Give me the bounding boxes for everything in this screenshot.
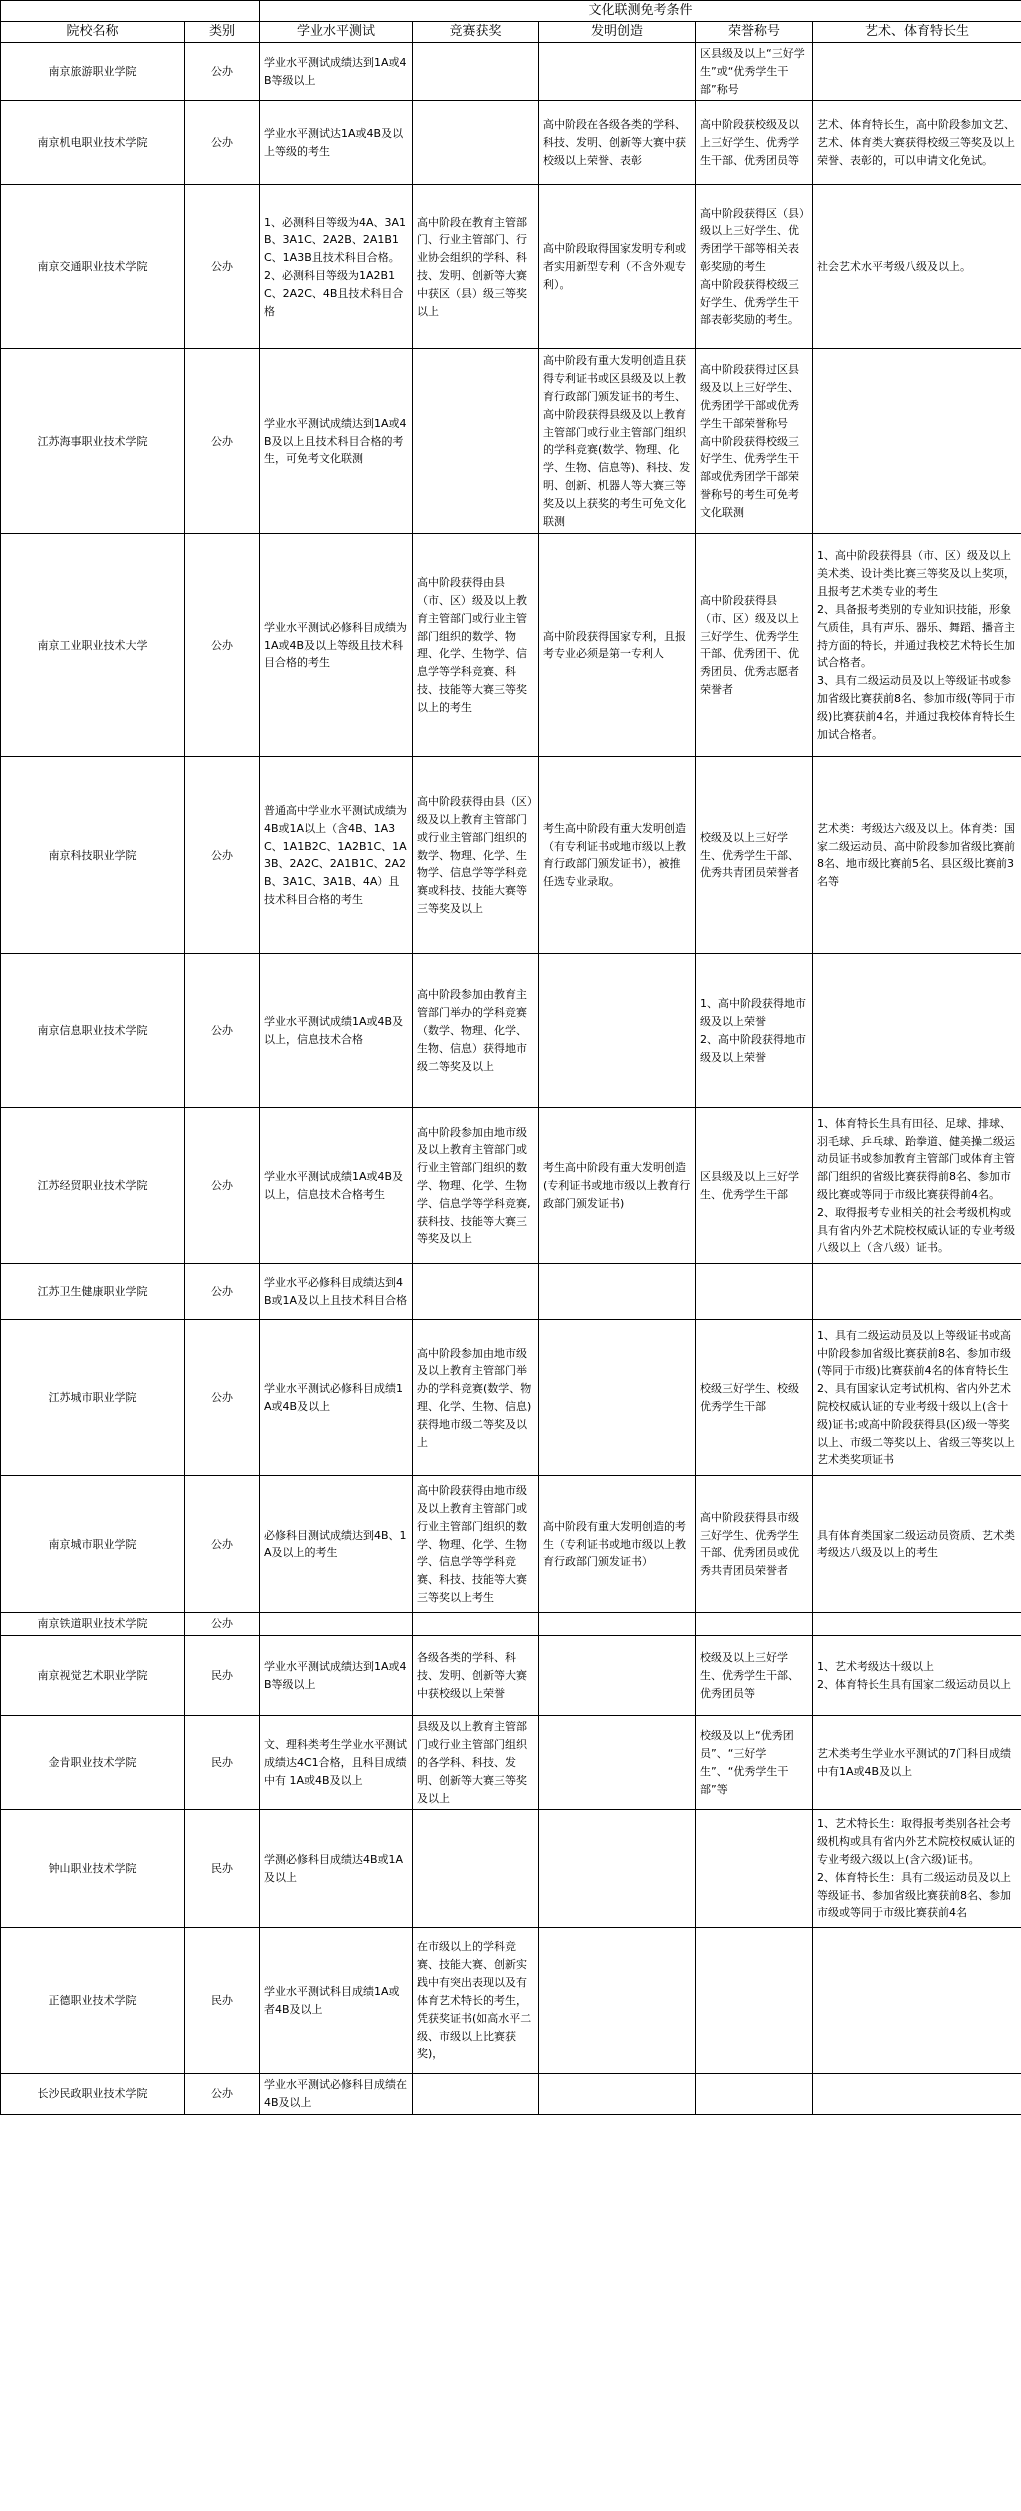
school-name-cell: 南京城市职业学院	[1, 1476, 185, 1613]
competition-award-cell: 高中阶段在教育主管部门、行业主管部门、行业协会组织的学科、科技、发明、创新等大赛中获区（县）级三等奖以上	[413, 185, 539, 349]
table-row	[1, 1108, 1021, 1264]
talent-student-cell: 具有体育类国家二级运动员资质、艺术类考级达八级及以上的考生	[813, 1476, 1021, 1613]
school-type-cell: 民办	[185, 1636, 260, 1716]
invention-cell	[539, 1810, 696, 1928]
talent-student-cell: 1、高中阶段获得县（市、区）级及以上美术类、设计类比赛三等奖及以上奖项，且报考艺术类专业的考生 2、具备报考类别的专业知识技能，形象气质佳，具有声乐、器乐、舞蹈、播音主持方面的特长，并通过我校艺术特长生加试合格者。 3、具有二级运动员及以上等级证书或参加省级比赛获前8名、参加市级(等同于市级)比赛获前4名，并通过我校体育特长生加试合格者。	[813, 534, 1021, 757]
invention-cell	[539, 1264, 696, 1320]
competition-award-cell: 高中阶段参加由教育主管部门举办的学科竞赛（数学、物理、化学、生物、信息）获得地市级二等奖及以上	[413, 954, 539, 1108]
invention-cell	[539, 43, 696, 101]
invention-cell	[539, 1613, 696, 1636]
honor-title-cell: 高中阶段获得县市级三好学生、优秀学生干部、优秀团员或优秀共青团员荣誉者	[696, 1476, 813, 1613]
group-header-row	[1, 1, 1021, 22]
col-header-type: 类别	[185, 22, 260, 43]
talent-student-cell	[813, 954, 1021, 1108]
academic-test-cell: 文、理科类考生学业水平测试成绩达4C1合格，且科目成绩中有 1A或4B及以上	[260, 1716, 413, 1810]
school-type-cell: 公办	[185, 1264, 260, 1320]
honor-title-cell	[696, 1810, 813, 1928]
honor-title-cell	[696, 1264, 813, 1320]
table-row	[1, 1613, 1021, 1636]
school-type-cell: 民办	[185, 1810, 260, 1928]
competition-award-cell	[413, 1810, 539, 1928]
academic-test-cell: 学业水平测试必修科目成绩1A或4B及以上	[260, 1320, 413, 1476]
honor-title-cell	[696, 1928, 813, 2074]
talent-student-cell: 社会艺术水平考级八级及以上。	[813, 185, 1021, 349]
school-name-cell: 江苏经贸职业技术学院	[1, 1108, 185, 1264]
table-row	[1, 1928, 1021, 2074]
academic-test-cell: 必修科目测试成绩达到4B、1A及以上的考生	[260, 1476, 413, 1613]
competition-award-cell: 高中阶段参加由地市级及以上教育主管部门或行业主管部门组织的数学、物理、化学、生物学、信息学等学科竞赛,获科技、技能等大赛三等奖及以上	[413, 1108, 539, 1264]
invention-cell	[539, 1320, 696, 1476]
competition-award-cell: 高中阶段获得由县（区）级及以上教育主管部门或行业主管部门组织的数学、物理、化学、生物学、信息学等学科竞赛或科技、技能大赛等三等奖及以上	[413, 757, 539, 954]
table-row	[1, 43, 1021, 101]
academic-test-cell	[260, 1613, 413, 1636]
academic-test-cell: 学测必修科目成绩达4B或1A及以上	[260, 1810, 413, 1928]
school-name-cell: 江苏城市职业学院	[1, 1320, 185, 1476]
school-name-cell: 长沙民政职业技术学院	[1, 2074, 185, 2115]
competition-award-cell: 县级及以上教育主管部门或行业主管部门组织的各学科、科技、发明、创新等大赛三等奖及以上	[413, 1716, 539, 1810]
invention-cell: 高中阶段有重大发明创造且获得专利证书或区县级及以上教育行政部门颁发证书的考生、高中阶段获得县级及以上教育主管部门或行业主管部门组织的学科竞赛(数学、物理、化学、生物、信息等)、科技、发明、创新、机器人等大赛三等奖及以上获奖的考生可免文化联测	[539, 349, 696, 534]
invention-cell: 高中阶段有重大发明创造的考生（专利证书或地市级以上教育行政部门颁发证书）	[539, 1476, 696, 1613]
table-row	[1, 1320, 1021, 1476]
honor-title-cell: 1、高中阶段获得地市级及以上荣誉 2、高中阶段获得地市级及以上荣誉	[696, 954, 813, 1108]
invention-cell	[539, 954, 696, 1108]
competition-award-cell: 高中阶段获得由地市级及以上教育主管部门或行业主管部门组织的数学、物理、化学、生物学、信息学等学科竞赛、科技、技能等大赛三等奖以上考生	[413, 1476, 539, 1613]
school-name-cell: 江苏卫生健康职业学院	[1, 1264, 185, 1320]
school-type-cell: 公办	[185, 349, 260, 534]
talent-student-cell	[813, 43, 1021, 101]
table-row	[1, 1810, 1021, 1928]
academic-test-cell: 学业水平测试必修科目成绩为1A或4B及以上等级且技术科目合格的考生	[260, 534, 413, 757]
school-name-cell: 南京交通职业技术学院	[1, 185, 185, 349]
school-name-cell: 南京机电职业技术学院	[1, 101, 185, 185]
invention-cell: 考生高中阶段有重大发明创造(专利证书或地市级以上教育行政部门颁发证书)	[539, 1108, 696, 1264]
academic-test-cell: 学业水平测试成绩达到1A或4B等级以上	[260, 43, 413, 101]
talent-student-cell	[813, 349, 1021, 534]
col-header-special: 艺术、体育特长生	[813, 22, 1021, 43]
honor-title-cell: 校级及以上三好学生、优秀学生干部、优秀共青团员荣誉者	[696, 757, 813, 954]
invention-cell: 高中阶段取得国家发明专利或者实用新型专利（不含外观专利）。	[539, 185, 696, 349]
competition-award-cell: 高中阶段获得由县（市、区）级及以上教育主管部门或行业主管部门组织的数学、物理、化学、生物学、信息学等学科竞赛、科技、技能等大赛三等奖以上的考生	[413, 534, 539, 757]
col-header-invention: 发明创造	[539, 22, 696, 43]
honor-title-cell	[696, 1613, 813, 1636]
invention-cell: 考生高中阶段有重大发明创造（有专利证书或地市级以上教育行政部门颁发证书），被推任选专业录取。	[539, 757, 696, 954]
invention-cell: 高中阶段在各级各类的学科、科技、发明、创新等大赛中获校级以上荣誉、表彰	[539, 101, 696, 185]
honor-title-cell: 校级三好学生、校级优秀学生干部	[696, 1320, 813, 1476]
table-row	[1, 349, 1021, 534]
talent-student-cell: 艺术类考生学业水平测试的7门科目成绩中有1A或4B及以上	[813, 1716, 1021, 1810]
table-row	[1, 757, 1021, 954]
school-type-cell: 公办	[185, 1613, 260, 1636]
competition-award-cell	[413, 1613, 539, 1636]
academic-test-cell: 学业水平测试成绩1A或4B及以上，信息技术合格	[260, 954, 413, 1108]
talent-student-cell: 艺术、体育特长生，高中阶段参加文艺、艺术、体育类大赛获得校级三等奖及以上荣誉、表彰的，可以申请文化免试。	[813, 101, 1021, 185]
honor-title-cell: 高中阶段获得区（县）级以上三好学生、优秀团学干部等相关表彰奖励的考生 高中阶段获得校级三好学生、优秀学生干部表彰奖励的考生。	[696, 185, 813, 349]
table-row	[1, 954, 1021, 1108]
honor-title-cell: 区县级及以上“三好学生”或“优秀学生干部”称号	[696, 43, 813, 101]
school-type-cell: 公办	[185, 1108, 260, 1264]
academic-test-cell: 学业水平测试科目成绩1A或者4B及以上	[260, 1928, 413, 2074]
honor-title-cell: 校级及以上三好学生、优秀学生干部、优秀团员等	[696, 1636, 813, 1716]
school-type-cell: 公办	[185, 101, 260, 185]
academic-test-cell: 学业水平测试达1A或4B及以上等级的考生	[260, 101, 413, 185]
talent-student-cell: 1、具有二级运动员及以上等级证书或高中阶段参加省级比赛获前8名、参加市级(等同于市级)比赛获前4名的体育特长生 2、具有国家认定考试机构、省内外艺术院校权威认证的专业考级十级以上(含十级)证书;或高中阶段获得县(区)级一等奖以上、市级二等奖以上、省级三等奖以上艺术类奖项证书	[813, 1320, 1021, 1476]
honor-title-cell: 校级及以上“优秀团员”、“三好学生”、“优秀学生干部”等	[696, 1716, 813, 1810]
honor-title-cell: 高中阶段获校级及以上三好学生、优秀学生干部、优秀团员等	[696, 101, 813, 185]
table-row	[1, 534, 1021, 757]
competition-award-cell	[413, 1264, 539, 1320]
academic-test-cell: 学业水平测试成绩1A或4B及以上，信息技术合格考生	[260, 1108, 413, 1264]
academic-test-cell: 1、必测科目等级为4A、3A1B、3A1C、2A2B、2A1B1C、1A3B且技术科目合格。 2、必测科目等级为1A2B1C、2A2C、4B且技术科目合格	[260, 185, 413, 349]
competition-award-cell: 高中阶段参加由地市级及以上教育主管部门举办的学科竞赛(数学、物理、化学、生物、信息)获得地市级二等奖及以上	[413, 1320, 539, 1476]
invention-cell: 高中阶段获得国家专利，且报考专业必须是第一专利人	[539, 534, 696, 757]
table-row	[1, 1716, 1021, 1810]
school-type-cell: 公办	[185, 2074, 260, 2115]
school-type-cell: 公办	[185, 534, 260, 757]
competition-award-cell	[413, 2074, 539, 2115]
school-name-cell: 南京信息职业技术学院	[1, 954, 185, 1108]
honor-title-cell	[696, 2074, 813, 2115]
table-row	[1, 1636, 1021, 1716]
column-header-row	[1, 22, 1021, 43]
school-name-cell: 金肯职业技术学院	[1, 1716, 185, 1810]
academic-test-cell: 学业水平测试成绩达到1A或4B等级以上	[260, 1636, 413, 1716]
col-header-school: 院校名称	[1, 22, 185, 43]
table-row	[1, 101, 1021, 185]
talent-student-cell	[813, 1928, 1021, 2074]
competition-award-cell: 各级各类的学科、科技、发明、创新等大赛中获校级以上荣誉	[413, 1636, 539, 1716]
school-type-cell: 民办	[185, 1716, 260, 1810]
talent-student-cell: 1、体育特长生具有田径、足球、排球、羽毛球、乒乓球、跆拳道、健美操二级运动员证书或参加教育主管部门或体育主管部门组织的省级比赛获得前8名、参加市级比赛或等同于市级比赛获得前4名。 2、取得报考专业相关的社会考级机构或具有省内外艺术院校权威认证的专业考级八级以上（含八级）证书。	[813, 1108, 1021, 1264]
school-name-cell: 江苏海事职业技术学院	[1, 349, 185, 534]
talent-student-cell: 1、艺术特长生：取得报考类别各社会考级机构或具有省内外艺术院校权威认证的专业考级六级以上(含六级)证书。 2、体育特长生：具有二级运动员及以上等级证书、参加省级比赛获前8名、参加市级或等同于市级比赛获前4名	[813, 1810, 1021, 1928]
invention-cell	[539, 2074, 696, 2115]
school-type-cell: 民办	[185, 1928, 260, 2074]
school-name-cell: 正德职业技术学院	[1, 1928, 185, 2074]
school-type-cell: 公办	[185, 757, 260, 954]
competition-award-cell	[413, 101, 539, 185]
talent-student-cell	[813, 2074, 1021, 2115]
competition-award-cell	[413, 43, 539, 101]
group-header: 文化联测免考条件	[260, 1, 1021, 22]
honor-title-cell: 高中阶段获得县（市、区）级及以上三好学生、优秀学生干部、优秀团干、优秀团员、优秀志愿者荣誉者	[696, 534, 813, 757]
competition-award-cell: 在市级以上的学科竞赛、技能大赛、创新实践中有突出表现以及有体育艺术特长的考生，凭获奖证书(如高水平二级、市级以上比赛获奖)，	[413, 1928, 539, 2074]
header-blank	[1, 1, 260, 22]
academic-test-cell: 学业水平测试必修科目成绩在4B及以上	[260, 2074, 413, 2115]
school-name-cell: 南京工业职业技术大学	[1, 534, 185, 757]
table-row	[1, 1264, 1021, 1320]
school-name-cell: 南京旅游职业学院	[1, 43, 185, 101]
school-type-cell: 公办	[185, 185, 260, 349]
table-row	[1, 185, 1021, 349]
honor-title-cell: 高中阶段获得过区县级及以上三好学生、优秀团学干部或优秀学生干部荣誉称号 高中阶段获得校级三好学生、优秀学生干部或优秀团学干部荣誉称号的考生可免考文化联测	[696, 349, 813, 534]
invention-cell	[539, 1636, 696, 1716]
table-row	[1, 1476, 1021, 1613]
academic-test-cell: 普通高中学业水平测试成绩为4B或1A以上（含4B、1A3C、1A1B2C、1A2B1C、1A3B、2A2C、2A1B1C、2A2B、3A1C、3A1B、4A）且技术科目合格的考生	[260, 757, 413, 954]
talent-student-cell: 1、艺术考级达十级以上 2、体育特长生具有国家二级运动员以上	[813, 1636, 1021, 1716]
academic-test-cell: 学业水平测试成绩达到1A或4B及以上且技术科目合格的考生，可免考文化联测	[260, 349, 413, 534]
school-type-cell: 公办	[185, 43, 260, 101]
school-type-cell: 公办	[185, 1476, 260, 1613]
school-name-cell: 南京科技职业学院	[1, 757, 185, 954]
invention-cell	[539, 1928, 696, 2074]
talent-student-cell: 艺术类：考级达六级及以上。体育类：国家二级运动员、高中阶段参加省级比赛前8名、地市级比赛前5名、县区级比赛前3名等	[813, 757, 1021, 954]
school-name-cell: 南京视觉艺术职业学院	[1, 1636, 185, 1716]
academic-test-cell: 学业水平必修科目成绩达到4B或1A及以上且技术科目合格	[260, 1264, 413, 1320]
school-type-cell: 公办	[185, 1320, 260, 1476]
school-name-cell: 钟山职业技术学院	[1, 1810, 185, 1928]
table-row	[1, 2074, 1021, 2115]
talent-student-cell	[813, 1264, 1021, 1320]
col-header-honor: 荣誉称号	[696, 22, 813, 43]
school-type-cell: 公办	[185, 954, 260, 1108]
competition-award-cell	[413, 349, 539, 534]
honor-title-cell: 区县级及以上三好学生、优秀学生干部	[696, 1108, 813, 1264]
talent-student-cell	[813, 1613, 1021, 1636]
school-name-cell: 南京铁道职业技术学院	[1, 1613, 185, 1636]
col-header-academic: 学业水平测试	[260, 22, 413, 43]
col-header-competition: 竞赛获奖	[413, 22, 539, 43]
invention-cell	[539, 1716, 696, 1810]
